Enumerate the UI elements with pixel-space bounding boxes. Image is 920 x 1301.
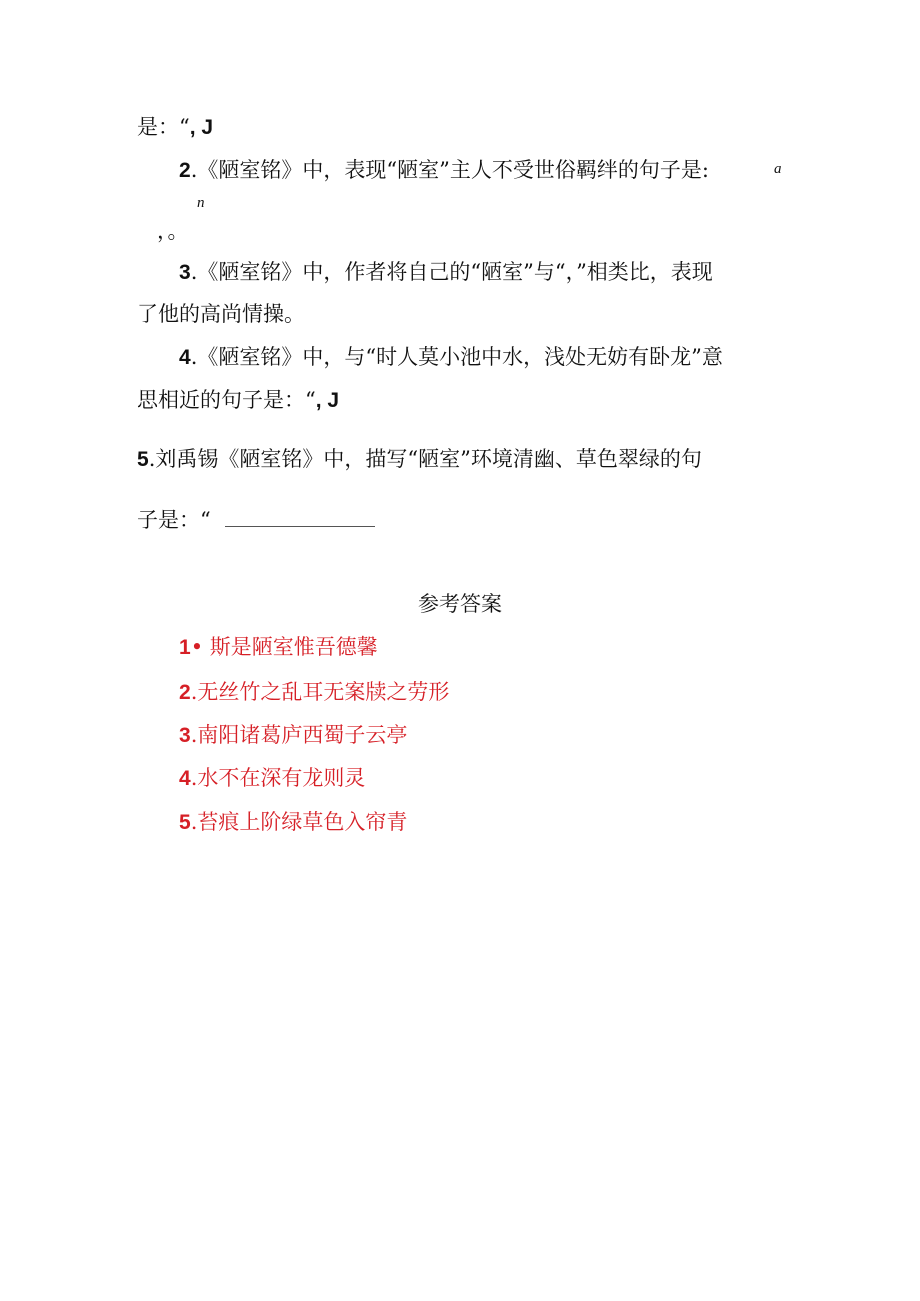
answer-text: .苔痕上阶绿草色入帘青 [190,810,408,834]
q4-line2-mark: , J [315,389,340,412]
answer-item [179,678,449,707]
q1-tail-text: 是：“ [137,115,190,139]
answer-number: 4 [179,767,191,790]
answer-item [179,808,407,837]
q4-line2-text: 思相近的句子是：“ [137,388,316,412]
q5-line2-text: 子是：“ [137,508,211,532]
q3-line1 [179,258,713,287]
q4-line1 [179,343,723,372]
q1-tail-line [137,113,213,142]
answer-text: • 斯是陋室惟吾德馨 [190,635,378,659]
answer-number: 1 [179,636,191,659]
q5-text: .刘禹锡《陋室铭》中，描写“陋室”环境清幽、草色翠绿的句 [148,447,702,471]
answer-item [179,633,378,662]
q5-line1 [137,445,702,474]
q2-line1 [179,156,709,185]
q3-number: 3 [179,261,191,284]
q5-line2 [137,506,375,534]
q4-line2 [137,386,339,415]
answer-number: 3 [179,724,191,747]
q2-tail-char-a: a [774,161,782,177]
q4-text: .《陋室铭》中，与“时人莫小池中水，浅处无妨有卧龙”意 [190,345,723,369]
q2-line2: ，。 [157,219,189,243]
q3-line2: 了他的高尚情操。 [137,302,305,326]
answer-item [179,764,365,793]
answer-text: .水不在深有龙则灵 [190,766,366,790]
answer-text: .无丝竹之乱耳无案牍之劳形 [190,680,450,704]
q1-tail-mark: , J [189,116,214,139]
q2-number: 2 [179,159,191,182]
q3-text: .《陋室铭》中，作者将自己的“陋室”与“，”相类比，表现 [190,260,713,284]
q4-number: 4 [179,346,191,369]
answers-heading: 参考答案 [418,592,502,616]
q5-number: 5 [137,448,149,471]
answer-number: 2 [179,681,191,704]
q5-answer-blank[interactable] [225,508,375,527]
q2-text: .《陋室铭》中，表现“陋室”主人不受世俗羁绊的句子是: [190,158,709,182]
q2-tail-char-n: n [197,195,205,211]
answer-number: 5 [179,811,191,834]
answer-text: .南阳诸葛庐西蜀子云亭 [190,723,408,747]
answer-item [179,721,407,750]
